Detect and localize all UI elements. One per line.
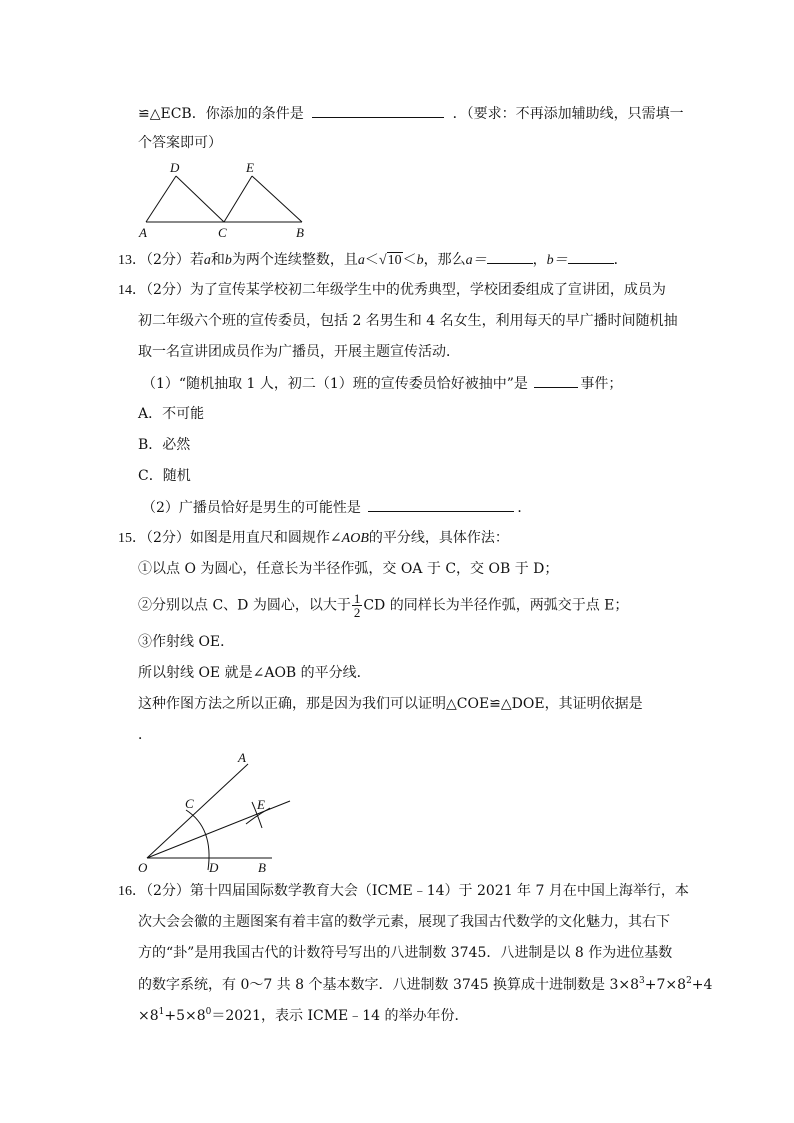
q12-figure bbox=[136, 158, 316, 240]
segment-EB bbox=[252, 176, 302, 222]
q12-line2: 个答案即可） bbox=[138, 135, 222, 151]
q16-text: ×8 bbox=[138, 1008, 159, 1024]
q12-answer-blank[interactable] bbox=[312, 103, 444, 118]
q16-line2: 次大会会徽的主题图案有着丰富的数学元素，展现了我国古代数学的文化魅力，其右下 bbox=[138, 914, 670, 930]
q15-step1: ①以点 O 为圆心，任意长为半径作弧，交 OA 于 C，交 OB 于 D； bbox=[138, 561, 559, 577]
q14-line1 bbox=[118, 280, 666, 301]
segment-CE bbox=[224, 176, 252, 222]
ray-OA bbox=[147, 764, 248, 858]
q14-line2: 初二年级六个班的宣传委员，包括 2 名男生和 4 名女生，利用每天的早广播时间随机抽 bbox=[138, 313, 678, 329]
q14-sub2-blank[interactable] bbox=[368, 497, 514, 512]
frac-denominator: 2 bbox=[353, 605, 361, 620]
frac-numerator: 1 bbox=[353, 591, 361, 606]
q13-number: 13． bbox=[118, 253, 146, 268]
q14-score: （2分） bbox=[146, 282, 190, 298]
var-b: b bbox=[224, 253, 232, 268]
lt-sign: ＜ bbox=[402, 252, 417, 268]
a-equals: a＝ bbox=[465, 253, 487, 268]
q14-sub1-text: （1）“随机抽取 1 人，初二（1）班的宣传委员恰好被抽中”是 bbox=[142, 376, 528, 392]
q12-condition-line bbox=[138, 103, 684, 124]
q15-score: （2分） bbox=[146, 530, 190, 546]
label-B: B bbox=[258, 860, 266, 875]
q16-text: ＝2021，表示 ICME﹣14 的举办年份． bbox=[211, 1008, 469, 1024]
q15-text: 如图是用直尺和圆规作∠ bbox=[189, 530, 342, 546]
q14-option-b[interactable]: B．必然 bbox=[138, 437, 191, 453]
label-D: D bbox=[209, 860, 219, 875]
label-E: E bbox=[257, 797, 265, 812]
label-O: O bbox=[138, 860, 148, 875]
q15-step2-text: CD 的同样长为半径作弧，两弧交于点 E； bbox=[363, 597, 629, 614]
q16-text: +4 bbox=[691, 977, 713, 993]
q16-number: 16． bbox=[118, 884, 146, 899]
label-E: E bbox=[246, 160, 254, 175]
exponent: 0 bbox=[205, 1007, 212, 1017]
q15-text: 的平分线，具体作法： bbox=[368, 530, 509, 546]
q15-step2 bbox=[138, 592, 628, 619]
q12-prefix: ≌△ECB．你添加的条件是 bbox=[138, 106, 304, 122]
q16-text: +5×8 bbox=[164, 1008, 206, 1024]
var-a: a bbox=[357, 253, 365, 268]
exponent: 3 bbox=[639, 976, 645, 986]
q16-score: （2分） bbox=[146, 883, 190, 899]
q14-option-c[interactable]: C．随机 bbox=[138, 468, 191, 484]
label-C: C bbox=[185, 796, 194, 811]
q15-reason-text: 这种作图方法之所以正确，那是因为我们可以证明△COE≌△DOE，其证明依据是 bbox=[138, 696, 643, 712]
angle-aob: AOB bbox=[341, 531, 369, 546]
q13-text: ，那么 bbox=[423, 252, 466, 268]
q14-sub2 bbox=[142, 497, 531, 518]
segment-AD bbox=[146, 176, 176, 222]
exponent: 2 bbox=[686, 976, 692, 986]
q14-sub1 bbox=[142, 373, 622, 394]
q16-text: 第十四届国际数学教育大会（ICME﹣14）于 2021 年 7 月在中国上海举行，本 bbox=[189, 883, 689, 899]
var-a: a bbox=[203, 253, 211, 268]
q15-figure bbox=[136, 746, 306, 876]
period: ． bbox=[517, 500, 532, 516]
q16-line1 bbox=[118, 881, 689, 902]
fraction-half bbox=[352, 592, 363, 619]
label-D: D bbox=[170, 160, 180, 175]
b-equals: b＝ bbox=[546, 253, 568, 268]
q14-option-a[interactable]: A．不可能 bbox=[138, 406, 205, 422]
q14-sub1-end: 事件； bbox=[580, 376, 623, 392]
q13-text: 为两个连续整数，且 bbox=[231, 252, 358, 268]
label-A: A bbox=[238, 750, 246, 765]
lt-sign: ＜ bbox=[364, 252, 379, 268]
q16-text: +7×8 bbox=[644, 977, 687, 993]
q16-line3: 方的“卦”是用我国古代的计数符号写出的八进制数 3745．八进制是以 8 作为进位基数 bbox=[138, 945, 673, 961]
label-B: B bbox=[296, 225, 304, 240]
q16-text: 的数字系统，有 0～7 共 8 个基本数字．八进制数 3745 换算成十进制数是 3×8 bbox=[138, 977, 640, 993]
q15-step3: ③作射线 OE． bbox=[138, 634, 235, 650]
segment-DC bbox=[176, 176, 224, 222]
q15-line1 bbox=[118, 528, 509, 549]
q13-answer-a-blank[interactable] bbox=[487, 249, 533, 264]
q13-text: 和 bbox=[210, 252, 225, 268]
label-C: C bbox=[218, 225, 227, 240]
q14-sub1-blank[interactable] bbox=[534, 373, 578, 388]
q14-line3: 取一名宣讲团成员作为广播员，开展主题宣传活动． bbox=[138, 344, 460, 360]
q13-score: （2分） bbox=[146, 252, 190, 268]
q13-answer-b-blank[interactable] bbox=[568, 249, 614, 264]
q15-step2-text: ②分别以点 C、D 为圆心，以大于 bbox=[138, 597, 351, 614]
q14-text: 为了宣传某学校初二年级学生中的优秀典型，学校团委组成了宣讲团，成员为 bbox=[189, 282, 666, 298]
label-A: A bbox=[139, 225, 147, 240]
q15-answer-dot[interactable]: ． bbox=[138, 727, 152, 743]
q12-suffix: ．（要求：不再添加辅助线，只需填一 bbox=[452, 106, 684, 122]
q15-reason bbox=[138, 694, 643, 714]
q13-text: 若 bbox=[189, 252, 204, 268]
period: ． bbox=[613, 252, 628, 268]
q14-sub2-text: （2）广播员恰好是男生的可能性是 bbox=[142, 500, 361, 516]
ray-OE bbox=[147, 801, 290, 858]
q15-number: 15． bbox=[118, 531, 146, 546]
exponent: 1 bbox=[158, 1007, 165, 1017]
comma: ， bbox=[532, 252, 547, 268]
q15-conclusion: 所以射线 OE 就是∠AOB 的平分线． bbox=[138, 665, 371, 681]
var-b: b bbox=[416, 253, 424, 268]
q13-line bbox=[118, 249, 628, 271]
q14-number: 14． bbox=[118, 283, 146, 298]
radicand: 10 bbox=[387, 253, 402, 268]
sqrt-10: √10 bbox=[378, 253, 402, 268]
q16-line5 bbox=[138, 1006, 469, 1026]
q16-line4 bbox=[138, 975, 712, 995]
